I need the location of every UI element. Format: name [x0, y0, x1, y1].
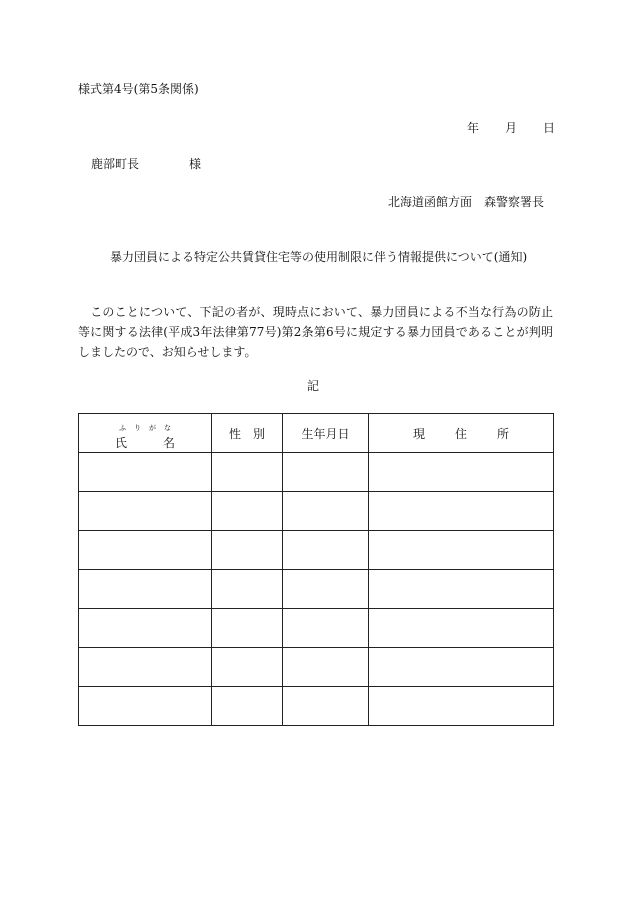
- table-header-row: [79, 414, 554, 453]
- header-name: [79, 414, 212, 453]
- gender-label-char: 別: [253, 426, 266, 441]
- table-row: [79, 609, 554, 648]
- table-row: [79, 570, 554, 609]
- header-birthdate: 生年月日: [283, 414, 369, 453]
- cell-gender[interactable]: [212, 609, 283, 648]
- cell-gender[interactable]: [212, 492, 283, 531]
- ki-heading: 記: [307, 379, 320, 393]
- cell-gender[interactable]: [212, 531, 283, 570]
- cell-address[interactable]: [369, 648, 554, 687]
- furigana-char: な: [164, 424, 171, 432]
- furigana-char: り: [134, 424, 141, 432]
- gender-label-char: 性: [228, 426, 241, 441]
- table-row: [79, 531, 554, 570]
- cell-birthdate[interactable]: [283, 570, 369, 609]
- table-row: [79, 687, 554, 726]
- address-label-char: 現: [412, 426, 425, 441]
- cell-address[interactable]: [369, 492, 554, 531]
- header-gender: [212, 414, 283, 453]
- cell-name[interactable]: [79, 570, 212, 609]
- addressee-honorific: 様: [189, 157, 202, 171]
- form-number: 様式第4号(第5条関係): [78, 82, 199, 96]
- cell-name[interactable]: [79, 648, 212, 687]
- cell-birthdate[interactable]: [283, 687, 369, 726]
- document-title: 暴力団員による特定公共賃貸住宅等の使用制限に伴う情報提供について(通知): [110, 250, 528, 264]
- cell-birthdate[interactable]: [283, 453, 369, 492]
- cell-birthdate[interactable]: [283, 648, 369, 687]
- name-furigana: [79, 423, 211, 433]
- cell-gender[interactable]: [212, 687, 283, 726]
- furigana-char: ふ: [119, 424, 126, 432]
- table-row: [79, 492, 554, 531]
- cell-name[interactable]: [79, 531, 212, 570]
- name-label-char: 氏: [114, 436, 127, 450]
- cell-address[interactable]: [369, 687, 554, 726]
- name-label-char: 名: [163, 436, 176, 450]
- cell-address[interactable]: [369, 453, 554, 492]
- address-label-char: 住: [454, 426, 467, 441]
- cell-gender[interactable]: [212, 648, 283, 687]
- table-row: [79, 648, 554, 687]
- cell-name[interactable]: [79, 687, 212, 726]
- cell-address[interactable]: [369, 531, 554, 570]
- table-row: [79, 453, 554, 492]
- date-line: [467, 119, 555, 136]
- furigana-char: が: [149, 424, 156, 432]
- cell-birthdate[interactable]: [283, 609, 369, 648]
- cell-gender[interactable]: [212, 453, 283, 492]
- body-text: このことについて、下記の者が、現時点において、暴力団員による不当な行為の防止等に関する法律(平成3年法律第77号)第2条第6号に規定する暴力団員であることが判明しましたので、お知らせします。: [78, 305, 553, 359]
- header-address: [369, 414, 554, 453]
- addressee: [91, 155, 201, 172]
- cell-address[interactable]: [369, 609, 554, 648]
- date-day: 日: [543, 121, 556, 135]
- cell-name[interactable]: [79, 609, 212, 648]
- cell-name[interactable]: [79, 453, 212, 492]
- records-table: [78, 413, 554, 726]
- cell-birthdate[interactable]: [283, 531, 369, 570]
- cell-address[interactable]: [369, 570, 554, 609]
- cell-name[interactable]: [79, 492, 212, 531]
- sender: 北海道函館方面 森警察署長: [388, 195, 545, 209]
- addressee-name: 鹿部町長: [91, 157, 140, 171]
- cell-gender[interactable]: [212, 570, 283, 609]
- address-label-char: 所: [497, 426, 510, 441]
- date-month: 月: [505, 121, 518, 135]
- cell-birthdate[interactable]: [283, 492, 369, 531]
- date-year: 年: [467, 121, 480, 135]
